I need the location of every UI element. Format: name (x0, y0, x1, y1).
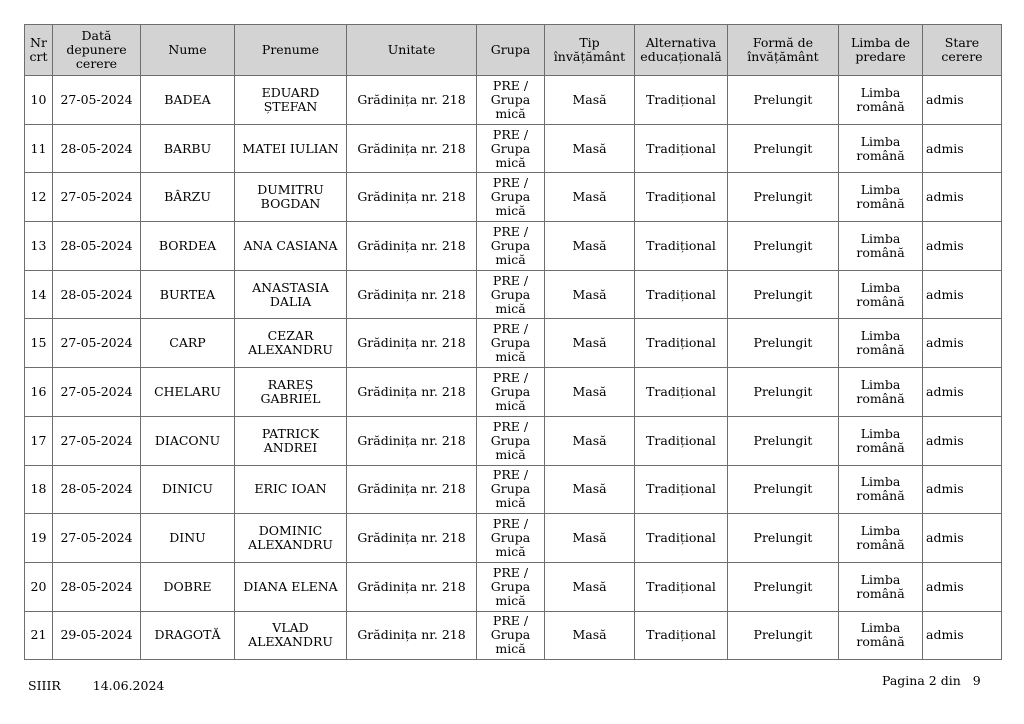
cell-nume: DIACONU (141, 416, 235, 465)
cell-limba-predare: Limba română (839, 76, 923, 125)
table-row (25, 416, 1002, 465)
header-grupa: Grupa (477, 25, 545, 76)
cell-prenume: RAREȘ GABRIEL (235, 368, 347, 417)
cell-alternativa: Tradițional (635, 270, 728, 319)
cell-nr-crt: 19 (25, 514, 53, 563)
cell-nume: DRAGOTĂ (141, 611, 235, 660)
cell-limba-predare: Limba română (839, 270, 923, 319)
footer-system: SIIIR (28, 678, 61, 693)
cell-unitate: Grădinița nr. 218 (347, 124, 477, 173)
table-row (25, 222, 1002, 271)
cell-tip-invatamant: Masă (545, 270, 635, 319)
cell-unitate: Grădinița nr. 218 (347, 222, 477, 271)
cell-nr-crt: 12 (25, 173, 53, 222)
cell-data-depunere: 28-05-2024 (53, 562, 141, 611)
cell-tip-invatamant: Masă (545, 124, 635, 173)
cell-nr-crt: 15 (25, 319, 53, 368)
admissions-table (24, 24, 1002, 660)
cell-unitate: Grădinița nr. 218 (347, 514, 477, 563)
page-indicator (882, 673, 981, 688)
cell-data-depunere: 29-05-2024 (53, 611, 141, 660)
cell-unitate: Grădinița nr. 218 (347, 76, 477, 125)
cell-forma-invatamant: Prelungit (728, 465, 839, 514)
cell-tip-invatamant: Masă (545, 319, 635, 368)
cell-alternativa: Tradițional (635, 562, 728, 611)
cell-alternativa: Tradițional (635, 222, 728, 271)
cell-prenume: ANASTASIA DALIA (235, 270, 347, 319)
cell-prenume: ANA CASIANA (235, 222, 347, 271)
cell-limba-predare: Limba română (839, 416, 923, 465)
cell-alternativa: Tradițional (635, 173, 728, 222)
table-row (25, 319, 1002, 368)
cell-data-depunere: 27-05-2024 (53, 76, 141, 125)
cell-prenume: VLAD ALEXANDRU (235, 611, 347, 660)
table-row (25, 465, 1002, 514)
cell-grupa: PRE / Grupa mică (477, 270, 545, 319)
cell-stare-cerere: admis (923, 173, 1002, 222)
header-data-depunere: Dată depunere cerere (53, 25, 141, 76)
header-prenume: Prenume (235, 25, 347, 76)
cell-grupa: PRE / Grupa mică (477, 416, 545, 465)
table-row (25, 270, 1002, 319)
cell-grupa: PRE / Grupa mică (477, 514, 545, 563)
cell-nume: BURTEA (141, 270, 235, 319)
cell-forma-invatamant: Prelungit (728, 124, 839, 173)
cell-unitate: Grădinița nr. 218 (347, 562, 477, 611)
cell-forma-invatamant: Prelungit (728, 611, 839, 660)
cell-nume: CHELARU (141, 368, 235, 417)
cell-prenume: DUMITRU BOGDAN (235, 173, 347, 222)
page-label: Pagina 2 din (882, 673, 961, 688)
cell-prenume: DIANA ELENA (235, 562, 347, 611)
cell-forma-invatamant: Prelungit (728, 173, 839, 222)
table-body (25, 76, 1002, 660)
cell-nr-crt: 11 (25, 124, 53, 173)
cell-nr-crt: 10 (25, 76, 53, 125)
cell-forma-invatamant: Prelungit (728, 416, 839, 465)
cell-forma-invatamant: Prelungit (728, 514, 839, 563)
cell-nr-crt: 21 (25, 611, 53, 660)
header-limba-predare: Limba de predare (839, 25, 923, 76)
cell-prenume: ERIC IOAN (235, 465, 347, 514)
cell-prenume: CEZAR ALEXANDRU (235, 319, 347, 368)
cell-data-depunere: 27-05-2024 (53, 319, 141, 368)
cell-tip-invatamant: Masă (545, 416, 635, 465)
cell-stare-cerere: admis (923, 416, 1002, 465)
cell-tip-invatamant: Masă (545, 173, 635, 222)
cell-stare-cerere: admis (923, 76, 1002, 125)
table-row (25, 76, 1002, 125)
cell-tip-invatamant: Masă (545, 562, 635, 611)
page-total: 9 (972, 673, 981, 688)
cell-stare-cerere: admis (923, 368, 1002, 417)
cell-data-depunere: 28-05-2024 (53, 222, 141, 271)
cell-tip-invatamant: Masă (545, 514, 635, 563)
cell-data-depunere: 28-05-2024 (53, 124, 141, 173)
cell-nr-crt: 18 (25, 465, 53, 514)
table-row (25, 173, 1002, 222)
cell-tip-invatamant: Masă (545, 222, 635, 271)
header-tip-invatamant: Tip învățământ (545, 25, 635, 76)
cell-limba-predare: Limba română (839, 562, 923, 611)
cell-prenume: DOMINIC ALEXANDRU (235, 514, 347, 563)
cell-limba-predare: Limba română (839, 319, 923, 368)
cell-alternativa: Tradițional (635, 368, 728, 417)
cell-nume: BADEA (141, 76, 235, 125)
cell-data-depunere: 27-05-2024 (53, 368, 141, 417)
table-row (25, 562, 1002, 611)
cell-limba-predare: Limba română (839, 465, 923, 514)
cell-forma-invatamant: Prelungit (728, 319, 839, 368)
cell-tip-invatamant: Masă (545, 611, 635, 660)
cell-alternativa: Tradițional (635, 124, 728, 173)
cell-data-depunere: 27-05-2024 (53, 416, 141, 465)
cell-grupa: PRE / Grupa mică (477, 124, 545, 173)
cell-limba-predare: Limba română (839, 368, 923, 417)
cell-forma-invatamant: Prelungit (728, 76, 839, 125)
header-unitate: Unitate (347, 25, 477, 76)
cell-tip-invatamant: Masă (545, 76, 635, 125)
cell-alternativa: Tradițional (635, 611, 728, 660)
cell-alternativa: Tradițional (635, 319, 728, 368)
cell-nr-crt: 16 (25, 368, 53, 417)
cell-unitate: Grădinița nr. 218 (347, 416, 477, 465)
cell-limba-predare: Limba română (839, 124, 923, 173)
cell-limba-predare: Limba română (839, 514, 923, 563)
table-row (25, 611, 1002, 660)
cell-grupa: PRE / Grupa mică (477, 76, 545, 125)
cell-data-depunere: 28-05-2024 (53, 465, 141, 514)
table-header-row (25, 25, 1002, 76)
cell-grupa: PRE / Grupa mică (477, 368, 545, 417)
cell-limba-predare: Limba română (839, 222, 923, 271)
cell-nume: DINICU (141, 465, 235, 514)
cell-data-depunere: 27-05-2024 (53, 173, 141, 222)
cell-unitate: Grădinița nr. 218 (347, 368, 477, 417)
cell-prenume: MATEI IULIAN (235, 124, 347, 173)
header-alternativa: Alternativa educațională (635, 25, 728, 76)
cell-forma-invatamant: Prelungit (728, 222, 839, 271)
cell-alternativa: Tradițional (635, 514, 728, 563)
table-row (25, 124, 1002, 173)
cell-alternativa: Tradițional (635, 76, 728, 125)
cell-forma-invatamant: Prelungit (728, 270, 839, 319)
cell-stare-cerere: admis (923, 465, 1002, 514)
cell-alternativa: Tradițional (635, 416, 728, 465)
cell-stare-cerere: admis (923, 319, 1002, 368)
cell-nume: BORDEA (141, 222, 235, 271)
cell-unitate: Grădinița nr. 218 (347, 173, 477, 222)
cell-grupa: PRE / Grupa mică (477, 465, 545, 514)
cell-prenume: EDUARD ȘTEFAN (235, 76, 347, 125)
cell-nr-crt: 13 (25, 222, 53, 271)
cell-stare-cerere: admis (923, 514, 1002, 563)
cell-forma-invatamant: Prelungit (728, 368, 839, 417)
footer-date: 14.06.2024 (92, 678, 165, 693)
cell-stare-cerere: admis (923, 611, 1002, 660)
cell-nume: CARP (141, 319, 235, 368)
cell-unitate: Grădinița nr. 218 (347, 270, 477, 319)
cell-forma-invatamant: Prelungit (728, 562, 839, 611)
cell-nr-crt: 14 (25, 270, 53, 319)
header-nume: Nume (141, 25, 235, 76)
footer-left (28, 678, 164, 693)
header-stare-cerere: Stare cerere (923, 25, 1002, 76)
cell-nume: DINU (141, 514, 235, 563)
cell-limba-predare: Limba română (839, 611, 923, 660)
cell-grupa: PRE / Grupa mică (477, 222, 545, 271)
cell-nume: DOBRE (141, 562, 235, 611)
cell-data-depunere: 27-05-2024 (53, 514, 141, 563)
cell-nume: BÂRZU (141, 173, 235, 222)
cell-tip-invatamant: Masă (545, 368, 635, 417)
cell-unitate: Grădinița nr. 218 (347, 319, 477, 368)
cell-tip-invatamant: Masă (545, 465, 635, 514)
cell-nume: BARBU (141, 124, 235, 173)
cell-grupa: PRE / Grupa mică (477, 319, 545, 368)
header-nr-crt: Nr crt (25, 25, 53, 76)
cell-nr-crt: 17 (25, 416, 53, 465)
cell-stare-cerere: admis (923, 124, 1002, 173)
cell-stare-cerere: admis (923, 562, 1002, 611)
cell-nr-crt: 20 (25, 562, 53, 611)
cell-unitate: Grădinița nr. 218 (347, 611, 477, 660)
cell-alternativa: Tradițional (635, 465, 728, 514)
cell-data-depunere: 28-05-2024 (53, 270, 141, 319)
cell-stare-cerere: admis (923, 270, 1002, 319)
cell-grupa: PRE / Grupa mică (477, 562, 545, 611)
cell-grupa: PRE / Grupa mică (477, 173, 545, 222)
cell-grupa: PRE / Grupa mică (477, 611, 545, 660)
cell-unitate: Grădinița nr. 218 (347, 465, 477, 514)
cell-prenume: PATRICK ANDREI (235, 416, 347, 465)
table-row (25, 368, 1002, 417)
header-forma-invatamant: Formă de învățământ (728, 25, 839, 76)
cell-limba-predare: Limba română (839, 173, 923, 222)
table-row (25, 514, 1002, 563)
cell-stare-cerere: admis (923, 222, 1002, 271)
